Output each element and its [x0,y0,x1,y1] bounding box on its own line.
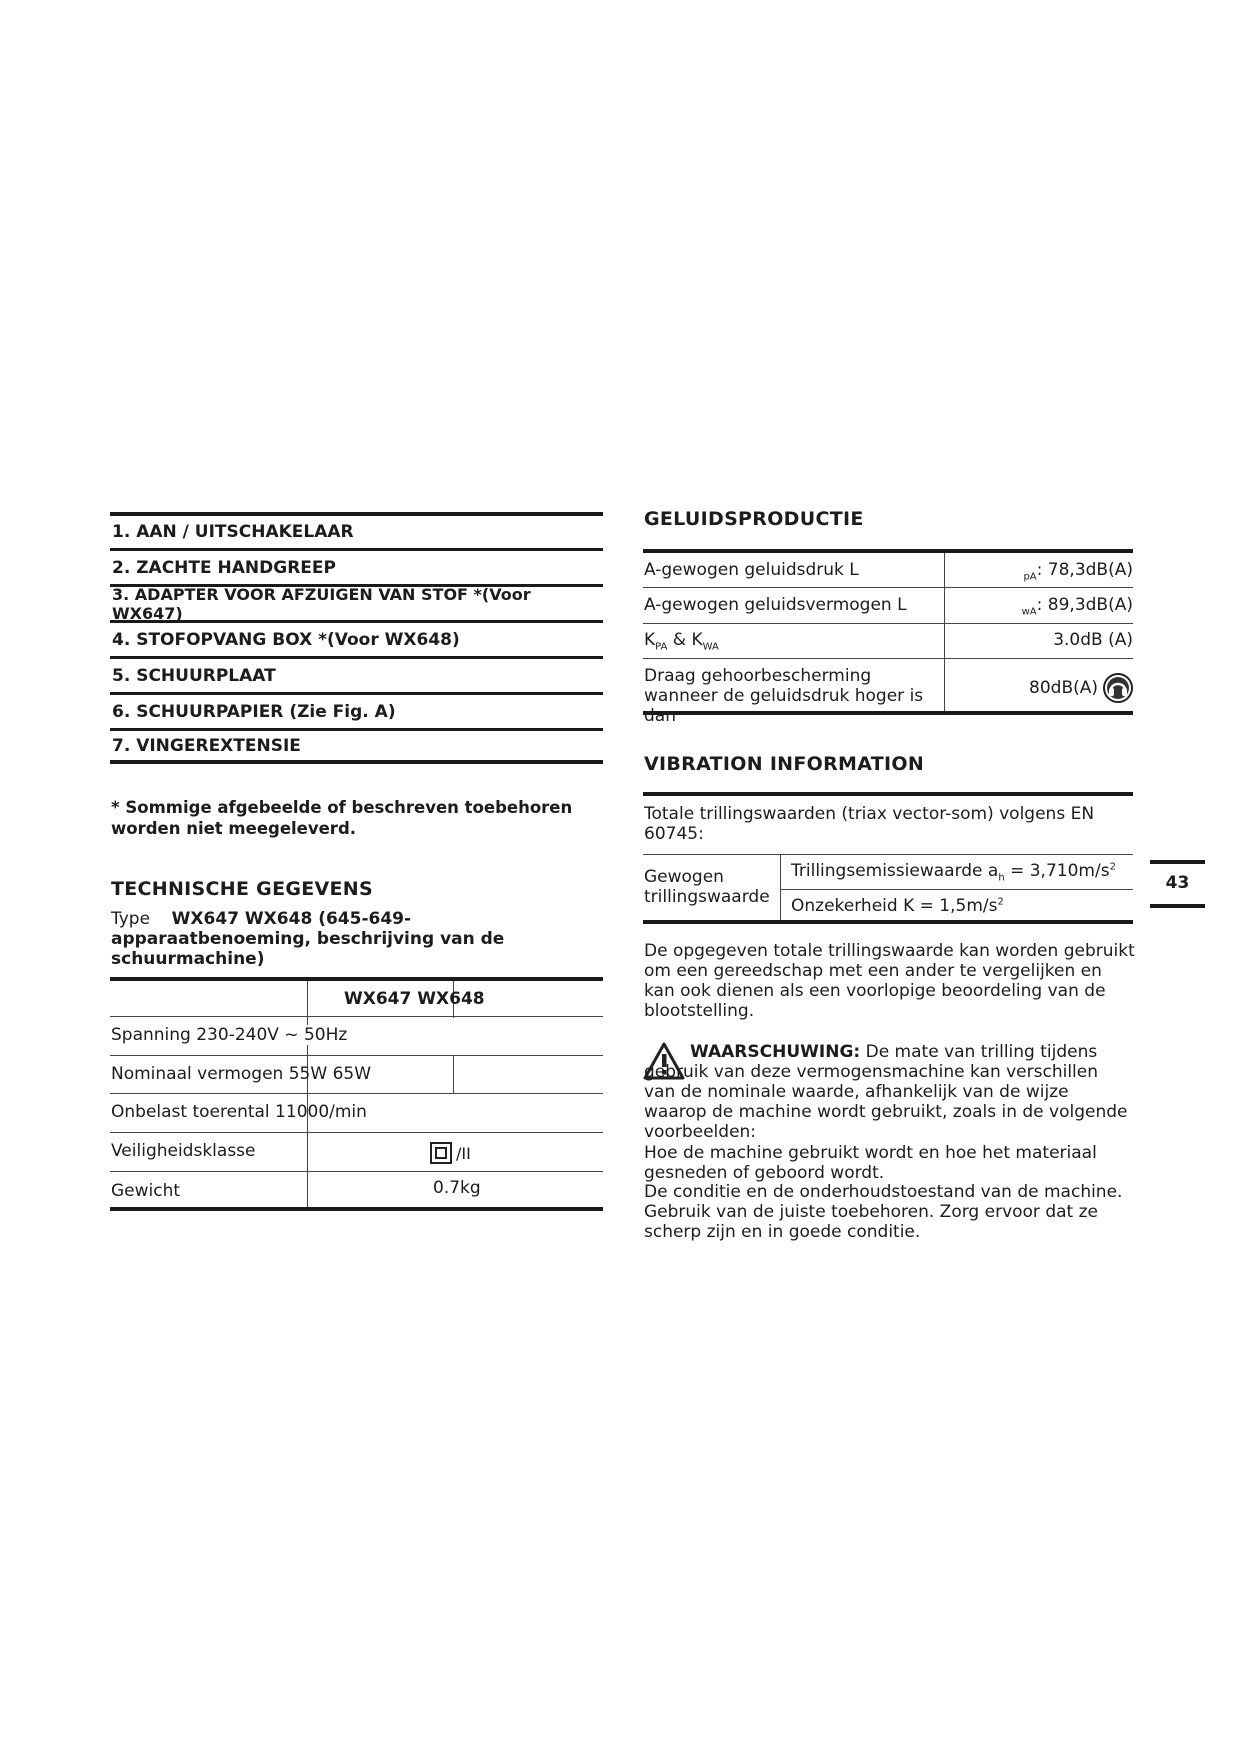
sound-k-label [644,630,719,652]
tech-power: Nominaal vermogen 55W 65W [111,1064,372,1084]
sound-pressure-sub: pA [1023,571,1037,583]
tech-table [110,977,603,1211]
sound-row-power [643,587,1133,623]
tech-weight-value: 0.7kg [433,1178,481,1198]
sound-power-value-wrap [1022,595,1133,617]
footnote: * Sommige afgebeelde of beschreven toebehoren worden niet meegeleverd. [111,798,573,838]
ear-protection-icon [1103,673,1133,703]
part-item-1: 1. AAN / UITSCHAKELAAR [110,512,603,548]
vibration-emission-pre: Trillingsemissiewaarde a [791,861,999,881]
tech-row-safety [110,1132,603,1171]
warning-title: WAARSCHUWING: [690,1042,861,1062]
sound-row-pressure [643,549,1133,587]
sound-protection-value-wrap [1029,673,1133,703]
parts-list [110,512,603,764]
sound-row-protection [643,658,1133,726]
vibration-para3: De conditie en de onderhoudstoestand van de machine. Gebruik van de juiste toebehoren. Zorg ervoor dat ze scherp zijn en in goede conditie. [644,1182,1123,1242]
tech-safety-label: Veiligheidsklasse [111,1141,256,1161]
vibration-title: VIBRATION INFORMATION [644,753,925,775]
part-item-2: 2. ZACHTE HANDGREEP [110,548,603,584]
tech-header: WX647 WX648 [344,989,485,1009]
sound-pressure-value: : 78,3dB(A) [1036,560,1133,580]
tech-safety-value-wrap [430,1142,471,1164]
vibration-uncertainty-sup: 2 [997,896,1004,908]
sound-table [643,549,1133,726]
part-item-6: 6. SCHUURPAPIER (Zie Fig. A) [110,692,603,728]
vibration-table [643,854,1133,924]
vibration-emission-sub: h [998,872,1005,884]
tech-row-voltage [110,1016,603,1055]
part-item-4: 4. STOFOPVANG BOX *(Voor WX648) [110,620,603,656]
page-number: 43 [1165,873,1190,893]
vibration-top-rule [643,792,1133,796]
tech-type-value: WX647 WX648 (645-649- apparaatbenoeming, beschrijving van de schuurmachine) [111,909,505,969]
vibration-emission-sup: 2 [1109,861,1116,873]
vibration-uncertainty [791,896,1004,916]
tech-row-speed [110,1093,603,1132]
sound-title: GELUIDSPRODUCTIE [644,508,864,530]
vibration-emission [791,861,1116,883]
sound-pressure-label: A-gewogen geluidsdruk L [644,560,859,580]
vibration-para2: Hoe de machine gebruikt wordt en hoe het materiaal gesneden of geboord wordt. [644,1143,1097,1183]
sound-power-sub: wA [1021,606,1037,618]
sound-k-value: 3.0dB (A) [1053,630,1133,650]
page-tab-top-rule [1150,860,1205,864]
page-tab-bottom-rule [1150,904,1205,908]
sound-power-label: A-gewogen geluidsvermogen L [644,595,907,615]
tech-header-row [110,977,603,1016]
double-insulation-icon [430,1142,452,1164]
vibration-para1: De opgegeven totale trillingswaarde kan worden gebruikt om een gereedschap met een ander te vergelijken en kan ook dienen als een voorlopige beoordeling van de blootstelling. [644,941,1135,1021]
tech-voltage: Spanning 230-240V ~ 50Hz [111,1025,348,1045]
sound-k1: K [644,630,656,650]
tech-row-power [110,1055,603,1093]
sound-power-value: : 89,3dB(A) [1036,595,1133,615]
sound-protection-label: Draag gehoorbescherming wanneer de geluidsdruk hoger is dan [644,666,924,726]
sound-protection-value: 80dB(A) [1029,678,1098,698]
tech-weight-label: Gewicht [111,1181,181,1201]
part-item-7: 7. VINGEREXTENSIE [110,728,603,764]
part-item-5: 5. SCHUURPLAAT [110,656,603,692]
tech-row-weight [110,1171,603,1211]
tech-type-label: Type [111,909,151,929]
warning-paragraph [644,1042,1134,1142]
tech-title: TECHNISCHE GEGEVENS [111,878,373,900]
sound-k1-sub: PA [655,641,668,653]
part-item-3: 3. ADAPTER VOOR AFZUIGEN VAN STOF *(Voor WX647) [110,584,603,620]
vibration-emission-post: = 3,710m/s [1004,861,1110,881]
sound-k-mid: & K [667,630,703,650]
vibration-left-label: Gewogen trillingswaarde [644,867,770,907]
vibration-intro: Totale trillingswaarden (triax vector-som) volgens EN 60745: [644,804,1095,844]
warning-text: De mate van trilling tijdens gebruik van deze vermogensmachine kan verschillen van de nominale waarde, afhankelijk van de wijze waarop de machine wordt gebruikt, zoals in de volgende voorbeelden: [644,1042,1128,1142]
tech-type [111,909,601,969]
sound-row-uncertainty [643,623,1133,658]
tech-speed: Onbelast toerental 11000/min [111,1102,367,1122]
sound-k2-sub: WA [702,641,719,653]
vibration-uncertainty-text: Onzekerheid K = 1,5m/s [791,896,998,916]
tech-safety-value: /II [456,1143,471,1163]
sound-pressure-value-wrap [1023,560,1133,582]
